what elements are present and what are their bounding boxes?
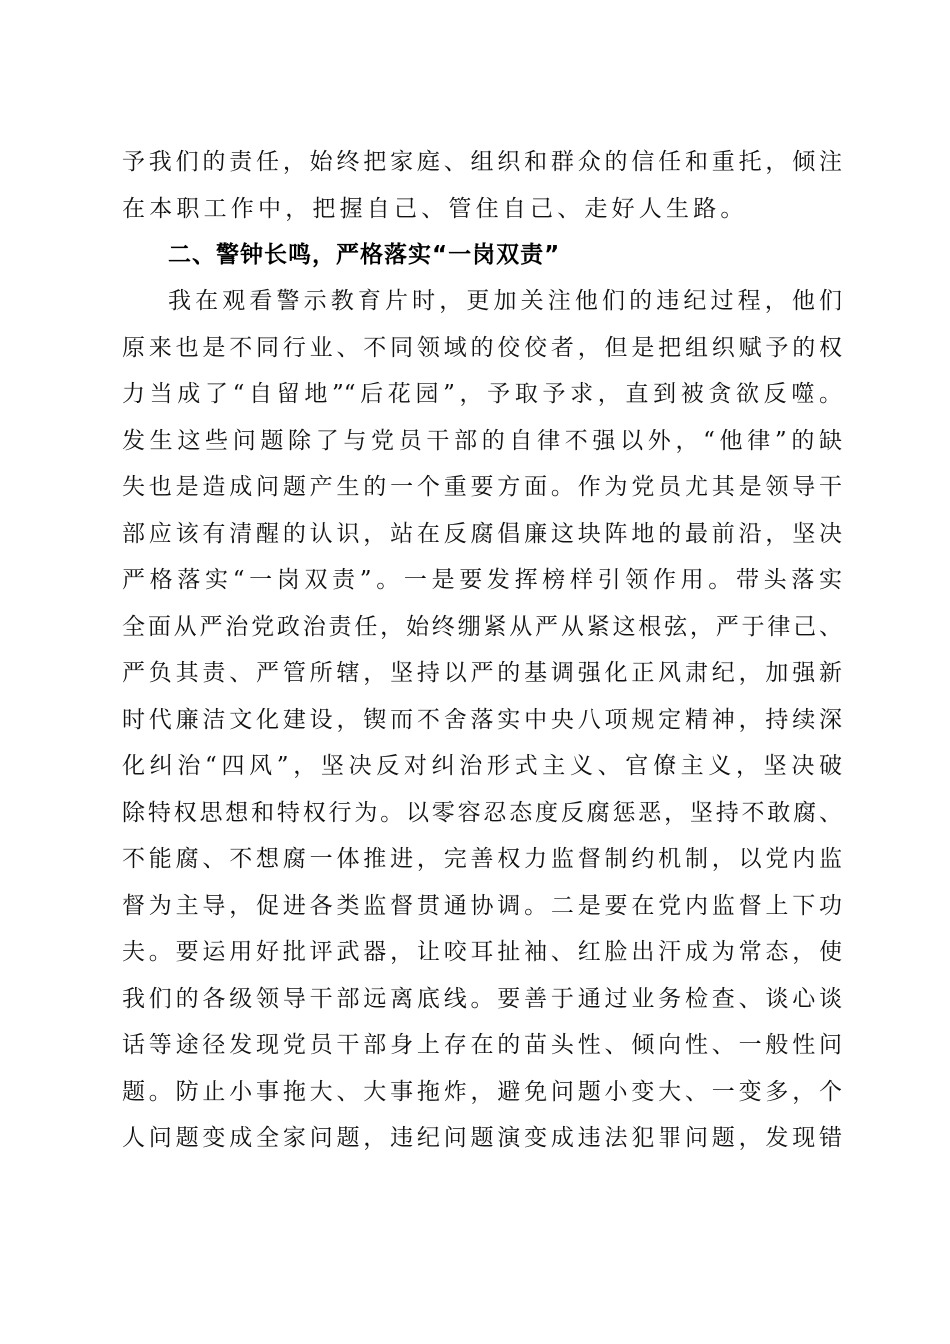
body-text-line: 我们的各级领导干部远离底线。要善于通过业务检查、谈心谈 [122, 986, 842, 1012]
body-text-line: 不能腐、不想腐一体推进，完善权力监督制约机制，以党内监 [122, 846, 842, 872]
body-text-line: 除特权思想和特权行为。以零容忍态度反腐惩恶，坚持不敢腐、 [122, 800, 842, 826]
body-text-line: 发生这些问题除了与党员干部的自律不强以外，“他律”的缺 [122, 428, 842, 454]
body-text-line: 严负其责、严管所辖，坚持以严的基调强化正风肃纪，加强新 [122, 660, 842, 686]
body-text-line: 时代廉洁文化建设，锲而不舍落实中央八项规定精神，持续深 [122, 707, 842, 733]
body-text-line: 题。防止小事拖大、大事拖炸，避免问题小变大、一变多，个 [122, 1079, 842, 1105]
body-text-line: 部应该有清醒的认识，站在反腐倡廉这块阵地的最前沿，坚决 [122, 521, 842, 547]
body-text-line: 原来也是不同行业、不同领域的佼佼者，但是把组织赋予的权 [122, 335, 842, 361]
body-text-line: 化纠治“四风”，坚决反对纠治形式主义、官僚主义，坚决破 [122, 753, 842, 779]
body-text-line: 我在观看警示教育片时，更加关注他们的违纪过程，他们 [168, 288, 842, 314]
body-text-line: 人问题变成全家问题，违纪问题演变成违法犯罪问题，发现错 [122, 1125, 842, 1151]
body-text-line: 失也是造成问题产生的一个重要方面。作为党员尤其是领导干 [122, 474, 842, 500]
body-text-line: 力当成了“自留地”“后花园”，予取予求，直到被贪欲反噬。 [122, 381, 842, 407]
body-text-line: 话等途径发现党员干部身上存在的苗头性、倾向性、一般性问 [122, 1032, 842, 1058]
body-text-line: 夫。要运用好批评武器，让咬耳扯袖、红脸出汗成为常态，使 [122, 939, 842, 965]
body-text-line: 全面从严治党政治责任，始终绷紧从严从紧这根弦，严于律己、 [122, 614, 842, 640]
body-text-line: 在本职工作中，把握自己、管住自己、走好人生路。 [122, 196, 748, 222]
section-heading: 二、警钟长鸣，严格落实“一岗双责” [168, 242, 561, 268]
body-text-line: 予我们的责任，始终把家庭、组织和群众的信任和重托，倾注 [122, 149, 842, 175]
body-text-line: 督为主导，促进各类监督贯通协调。二是要在党内监督上下功 [122, 893, 842, 919]
body-text-line: 严格落实“一岗双责”。一是要发挥榜样引领作用。带头落实 [122, 567, 842, 593]
